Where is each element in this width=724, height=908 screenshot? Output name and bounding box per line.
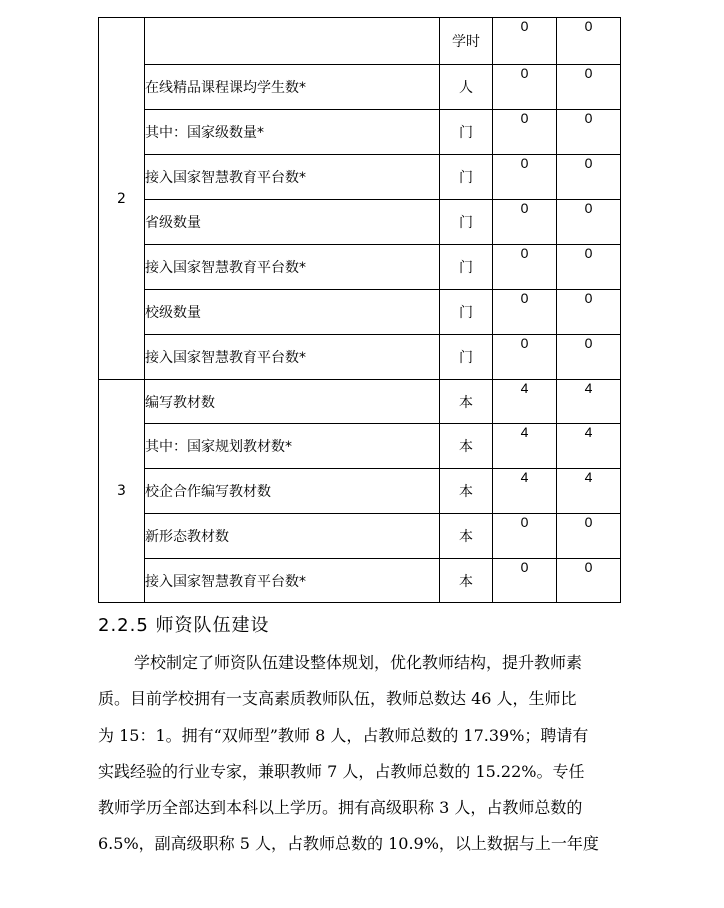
unit-cell: 本	[440, 514, 493, 559]
value-cell-1: 0	[493, 65, 557, 110]
unit-cell: 本	[440, 469, 493, 514]
value-cell-1: 0	[493, 559, 557, 603]
value-cell-1: 0	[493, 245, 557, 290]
section-heading: 2.2.5 师资队伍建设	[98, 615, 270, 636]
value-cell-2: 0	[557, 110, 621, 155]
item-cell: 新形态教材数	[145, 514, 440, 559]
item-cell: 接入国家智慧教育平台数*	[145, 245, 440, 290]
item-cell: 在线精品课程课均学生数*	[145, 65, 440, 110]
item-cell: 其中：国家级数量*	[145, 110, 440, 155]
statistics-table	[98, 17, 621, 603]
item-cell: 校企合作编写教材数	[145, 469, 440, 514]
paragraph-line: 6.5%，副高级职称 5 人，占教师总数的 10.9%，以上数据与上一年度	[98, 834, 599, 854]
value-cell-1: 4	[493, 469, 557, 514]
value-cell-2: 0	[557, 200, 621, 245]
unit-cell: 门	[440, 200, 493, 245]
value-cell-1: 0	[493, 335, 557, 380]
item-cell: 接入国家智慧教育平台数*	[145, 335, 440, 380]
paragraph-line: 实践经验的行业专家，兼职教师 7 人，占教师总数的 15.22%。专任	[98, 761, 585, 781]
unit-cell: 人	[440, 65, 493, 110]
unit-cell: 门	[440, 110, 493, 155]
unit-cell: 本	[440, 559, 493, 603]
table-row	[99, 155, 621, 200]
table-row	[99, 469, 621, 514]
unit-cell: 门	[440, 290, 493, 335]
value-cell-2: 0	[557, 18, 621, 65]
value-cell-1: 4	[493, 380, 557, 424]
table-row	[99, 18, 621, 65]
table-row	[99, 110, 621, 155]
paragraph-line: 为 15：1。拥有“双师型”教师 8 人，占教师总数的 17.39%；聘请有	[98, 725, 589, 745]
paragraph-line: 学校制定了师资队伍建设整体规划，优化教师结构，提升教师素	[134, 653, 583, 672]
value-cell-2: 4	[557, 380, 621, 424]
value-cell-1: 0	[493, 18, 557, 65]
value-cell-2: 0	[557, 245, 621, 290]
body-paragraph	[98, 645, 618, 863]
unit-cell: 门	[440, 245, 493, 290]
unit-cell: 学时	[440, 18, 493, 65]
item-cell: 其中：国家规划教材数*	[145, 424, 440, 469]
table-row	[99, 514, 621, 559]
value-cell-1: 0	[493, 514, 557, 559]
value-cell-1: 0	[493, 200, 557, 245]
table-row	[99, 200, 621, 245]
group-number-cell: 3	[99, 380, 145, 603]
unit-cell: 本	[440, 424, 493, 469]
value-cell-2: 0	[557, 335, 621, 380]
unit-cell: 门	[440, 155, 493, 200]
table-row	[99, 290, 621, 335]
value-cell-2: 0	[557, 65, 621, 110]
value-cell-2: 4	[557, 469, 621, 514]
table-row	[99, 65, 621, 110]
table-row	[99, 559, 621, 603]
value-cell-2: 0	[557, 514, 621, 559]
value-cell-1: 0	[493, 155, 557, 200]
paragraph-line: 质。目前学校拥有一支高素质教师队伍，教师总数达 46 人，生师比	[98, 689, 577, 709]
value-cell-1: 4	[493, 424, 557, 469]
value-cell-2: 0	[557, 559, 621, 603]
value-cell-2: 4	[557, 424, 621, 469]
paragraph-line: 教师学历全部达到本科以上学历。拥有高级职称 3 人，占教师总数的	[98, 798, 583, 818]
table-row	[99, 335, 621, 380]
item-cell: 接入国家智慧教育平台数*	[145, 559, 440, 603]
value-cell-2: 0	[557, 290, 621, 335]
value-cell-1: 0	[493, 290, 557, 335]
table-row	[99, 424, 621, 469]
unit-cell: 本	[440, 380, 493, 424]
table-row	[99, 245, 621, 290]
unit-cell: 门	[440, 335, 493, 380]
item-cell: 校级数量	[145, 290, 440, 335]
table-row	[99, 380, 621, 424]
value-cell-1: 0	[493, 110, 557, 155]
value-cell-2: 0	[557, 155, 621, 200]
item-cell: 省级数量	[145, 200, 440, 245]
item-cell: 编写教材数	[145, 380, 440, 424]
item-cell: 接入国家智慧教育平台数*	[145, 155, 440, 200]
item-cell	[145, 18, 440, 65]
group-number-cell: 2	[99, 18, 145, 380]
